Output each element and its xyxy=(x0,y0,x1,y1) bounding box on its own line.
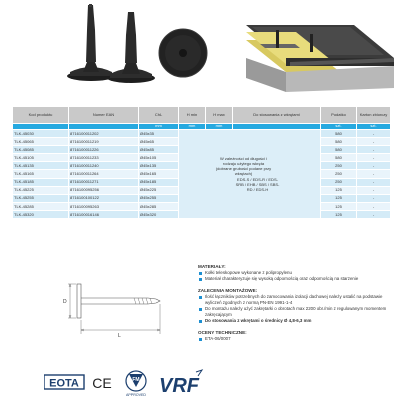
cell-pack: 580 xyxy=(321,146,357,154)
list-item: Materiał charakteryzuje się wysoką odpornością oraz odpornością na starzenie xyxy=(198,276,394,282)
cell-pack: 125 xyxy=(321,186,357,194)
cell-code: TLK-45255 xyxy=(13,194,69,202)
cell-ean: 8716100011233 xyxy=(69,154,139,162)
cell-code: TLK-45105 xyxy=(13,154,69,162)
medium-anchor-image xyxy=(107,12,155,83)
cell-code: TLK-45285 xyxy=(13,202,69,210)
cell-size: Ø45x165 xyxy=(139,170,179,178)
technical-drawing xyxy=(60,282,190,340)
tall-anchor-image xyxy=(67,4,115,81)
cell-carton: - xyxy=(357,130,391,138)
cell-pack: 250 xyxy=(321,170,357,178)
cell-size: Ø45x185 xyxy=(139,178,179,186)
header-h-max: H max xyxy=(206,107,233,124)
cell-pack: 250 xyxy=(321,162,357,170)
materials-title: MATERIAŁY: xyxy=(198,264,226,269)
cell-size: Ø45x105 xyxy=(139,154,179,162)
svg-text:VRF: VRF xyxy=(159,375,199,397)
cell-code: TLK-45065 xyxy=(13,138,69,146)
product-spec-table xyxy=(12,106,391,219)
unit-cell: szt. xyxy=(357,124,391,130)
cell-size: Ø45x135 xyxy=(139,162,179,170)
cell-carton: - xyxy=(357,202,391,210)
svg-text:FM: FM xyxy=(132,377,140,383)
fm-approved-logo xyxy=(126,371,146,397)
cell-code: TLK-45030 xyxy=(13,130,69,138)
header-screws: Do stosowania z wkrętami xyxy=(233,107,321,124)
unit-cell: mm xyxy=(206,124,233,130)
eota-logo xyxy=(44,375,84,390)
cell-carton: - xyxy=(357,138,391,146)
list-item: Ilość łączników potrzebnych do zamocowania izolacji dachowej należy ustalić na podstawie wyliczeń zgodnych z normą PN-EN 1991-1-4 xyxy=(198,294,394,306)
list-item: Do stosowania z wkrętami o średnicy Ø 4,8-6,3 mm xyxy=(198,318,394,324)
product-description xyxy=(198,264,394,342)
cell-ean: 8716100100122 xyxy=(69,194,139,202)
unit-cell: mm xyxy=(139,124,179,130)
merged-note: W zależności od długości i rodzaju użytego wkręta (dobrane grubości podane przy wkrętach) xyxy=(215,155,272,177)
cell-ean: 8716100016146 xyxy=(69,210,139,218)
cell-size: Ø45x320 xyxy=(139,210,179,218)
cell-carton: - xyxy=(357,154,391,162)
cell-pack: 125 xyxy=(321,210,357,218)
vrf-logo xyxy=(159,370,202,397)
header-product-code: Kod produktu xyxy=(13,107,69,124)
unit-cell: szt. xyxy=(321,124,357,130)
header-pack: Podatko xyxy=(321,107,357,124)
cell-carton: - xyxy=(357,162,391,170)
cell-ean: 8716100011240 xyxy=(69,162,139,170)
header-carton: Karton zbiorczy xyxy=(357,107,391,124)
cell-ean: 8716100011226 xyxy=(69,146,139,154)
cell-carton: - xyxy=(357,186,391,194)
list-item: Do montażu należy użyć zakrętarki o obrotach max 2200 obr./min z regulowanym momentem zakręcającym xyxy=(198,306,394,318)
cell-pack: 580 xyxy=(321,154,357,162)
cell-size: Ø45x85 xyxy=(139,146,179,154)
product-photos xyxy=(0,0,400,96)
roof-installation-illustration xyxy=(246,25,394,92)
cell-code: TLK-45085 xyxy=(13,146,69,154)
cell-pack: 580 xyxy=(321,138,357,146)
unit-cell: mm xyxy=(179,124,206,130)
svg-text:APPROVED: APPROVED xyxy=(126,393,146,397)
merged-screws: EDS-S / EDS-R / EDS-SRB / EHB / SBS / SBS-RD / EDS-H xyxy=(235,176,280,193)
washer-top-view-image xyxy=(159,29,207,77)
cell-carton: - xyxy=(357,194,391,202)
cell-size: Ø45x255 xyxy=(139,194,179,202)
cell-code: TLK-45185 xyxy=(13,178,69,186)
cell-size: Ø45x65 xyxy=(139,138,179,146)
cell-carton: - xyxy=(357,170,391,178)
cell-pack: 580 xyxy=(321,130,357,138)
certification-logos xyxy=(44,368,234,398)
approvals-list xyxy=(198,336,394,342)
cell-carton: - xyxy=(357,178,391,186)
cell-ean: 8716100095263 xyxy=(69,202,139,210)
header-chl: ChL xyxy=(139,107,179,124)
approvals-title: OCENY TECHNICZNE: xyxy=(198,330,247,335)
cell-ean: 8716100095256 xyxy=(69,186,139,194)
materials-list xyxy=(198,270,394,282)
svg-text:CE: CE xyxy=(92,375,112,391)
cell-size: Ø45x35 xyxy=(139,130,179,138)
header-ean: Numer EAN xyxy=(69,107,139,124)
svg-text:EOTA: EOTA xyxy=(49,377,79,390)
cell-code: TLK-45165 xyxy=(13,170,69,178)
cell-code: TLK-45225 xyxy=(13,186,69,194)
cell-pack: 125 xyxy=(321,202,357,210)
header-h-min: H min xyxy=(179,107,206,124)
cell-code: TLK-45135 xyxy=(13,162,69,170)
cell-code: TLK-45320 xyxy=(13,210,69,218)
cell-ean: 8716100011202 xyxy=(69,130,139,138)
cell-carton: - xyxy=(357,210,391,218)
list-item: ETA-06/0007 xyxy=(198,336,394,342)
table-row xyxy=(13,130,391,138)
dimension-d-label: D xyxy=(63,299,67,305)
cell-size: Ø45x225 xyxy=(139,186,179,194)
cell-size: Ø45x285 xyxy=(139,202,179,210)
ce-mark-logo xyxy=(92,375,111,391)
recommendations-list xyxy=(198,294,394,324)
cell-ean: 8716100011271 xyxy=(69,178,139,186)
list-item: Kołki teleskopowe wykonane z polipropylenu xyxy=(198,270,394,276)
cell-ean: 8716100011264 xyxy=(69,170,139,178)
dimension-l-label: L xyxy=(118,333,121,339)
cell-pack: 125 xyxy=(321,194,357,202)
merged-note-cell xyxy=(179,130,321,219)
recommendations-title: ZALECENIA MONTAŻOWE: xyxy=(198,288,258,293)
cell-ean: 8716100011219 xyxy=(69,138,139,146)
cell-carton: - xyxy=(357,146,391,154)
cell-pack: 250 xyxy=(321,178,357,186)
